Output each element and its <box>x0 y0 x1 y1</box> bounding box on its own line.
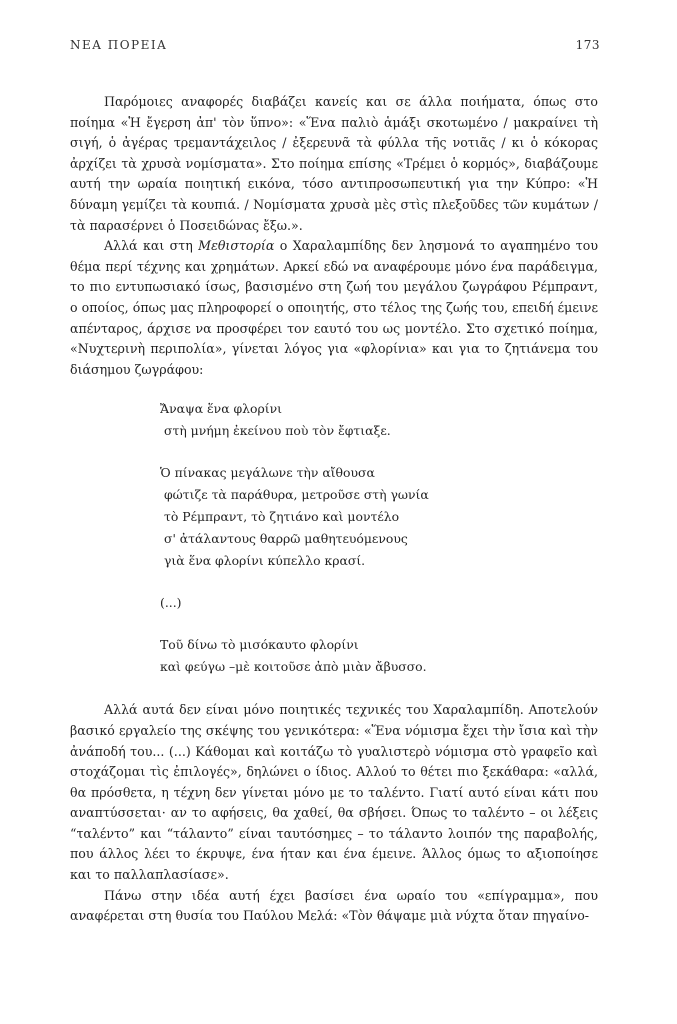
omission-marker: (...) <box>160 595 182 611</box>
poem-omission <box>160 592 598 614</box>
poem-stanza-2 <box>160 462 598 572</box>
poem-line: γιὰ ἕνα φλορίνι κύπελλο κρασί. <box>164 553 366 569</box>
poem-line: Τοῦ δίνω τὸ μισόκαυτο φλορίνι <box>160 637 359 653</box>
poem-line: στὴ μνήμη ἐκείνου ποὺ τὸν ἔφτιαξε. <box>164 423 391 439</box>
poem-line: φώτιζε τὰ παράθυρα, μετροῦσε στὴ γωνία <box>164 487 429 503</box>
book-title-methistoria: Μεθιστορία <box>198 238 275 254</box>
running-header <box>70 38 600 58</box>
poem-line: καὶ φεύγω –μὲ κοιτοῦσε ἀπὸ μιὰν ἄβυσσο. <box>160 659 427 675</box>
poem-line: Ἄναψα ἕνα φλορίνι <box>160 401 283 417</box>
paragraph-2-rest: ο Χαραλαμπίδης δεν λησμονά το αγαπημένο του θέμα περί τέχνης και χρημάτων. Αρκεί εδώ να αναφέρουμε μόνο ένα παράδειγμα, το πιο εντυπωσιακό ίσως, βασισμένο στη ζωή του μεγάλου ζωγράφου Ρέμπραντ, ο οποίος, όπως μας πληροφορεί ο οποιητής, στο τέλος της ζωής του, επειδή έμεινε απένταρος, άρχισε να προσφέρει τον εαυτό του ως μοντέλο. Στο σχετικό ποίημα, «Νυχτερινὴ περιπολία», γίνεται λόγος για «φλορίνια» και για το ζητιάνεμα του διάσημου ζωγράφου: <box>70 238 598 377</box>
body-text <box>70 92 598 927</box>
poem-stanza-3 <box>160 634 598 678</box>
poem-line: τὸ Ρέμπραντ, τὸ ζητιάνο καὶ μοντέλο <box>164 509 400 525</box>
journal-title: ΝΕΑ ΠΟΡΕΙΑ <box>70 38 168 52</box>
paragraph-2-start: Αλλά και στη <box>104 238 199 254</box>
page-number: 173 <box>575 38 600 52</box>
poem-line: Ὁ πίνακας μεγάλωνε τὴν αἴθουσα <box>160 465 375 481</box>
paragraph-3: Αλλά αυτά δεν είναι μόνο ποιητικές τεχνικές του Χαραλαμπίδη. Αποτελούν βασικό εργαλείο της σκέψης του γενικότερα: «Ἕνα νόμισμα ἔχει τὴν ἴσια καὶ τὴν ἀνάποδή του... (...) Κάθομαι καὶ κοιτάζω τὸ γυαλιστερὸ νόμισμα στὸ γραφεῖο καὶ στοχάζομαι τὶς ἐπιλογές», δηλώνει ο ίδιος. Αλλού το θέτει πιο ξεκάθαρα: «αλλά, θα πρόσθετα, η τέχνη δεν γίνεται μόνο με το ταλέντο. Γιατί αυτό είναι κάτι που αναπτύσσεται· αν το αφήσεις, θα χαθεί, θα σβήσει. Όπως το ταλέντο – οι λέξεις “ταλέντο” και “τάλαντο” είναι ταυτόσημες – το τάλαντο λοιπόν της παραβολής, που άλλος λέει το έκρυψε, ένα ήταν και ένα έμεινε. Άλλος όμως το αξιοποίησε και το παλλαπλασίασε». <box>70 702 598 883</box>
poem-quotation <box>160 398 598 678</box>
paragraph-4: Πάνω στην ιδέα αυτή έχει βασίσει ένα ωραίο του «επίγραμμα», που αναφέρεται στη θυσία του Παύλου Μελά: «Τὸν θάψαμε μιὰ νύχτα ὅταν πηγαίνο- <box>70 887 598 924</box>
paragraph-2 <box>70 236 598 380</box>
paragraph-1: Παρόμοιες αναφορές διαβάζει κανείς και σε άλλα ποιήματα, όπως στο ποίημα «Ἡ ἔγερση ἀπ' τὸν ὕπνο»: «Ἕνα παλιὸ ἁμάξι σκοτωμένο / μακραίνει τὴ σιγή, ὁ ἀγέρας τρεμαντάχειλος / ἐξερευνᾶ τὰ φύλλα τῆς νοτιᾶς / κι ὁ κόκορας ἀρχίζει τὰ χρυσὰ νομίσματα». Στο ποίημα επίσης «Τρέμει ὁ κορμός», διαβάζουμε αυτή την ωραία ποιητική εικόνα, τόσο αντιπροσωπευτική για την Κύπρο: «Ἡ δύναμη γεμίζει τὰ κουπιά. / Νομίσματα χρυσὰ μὲς στὶς πλεξοῦδες τῶν κυμάτων / τὰ παρασέρνει ὁ Ποσειδώνας ἔξω.». <box>70 94 598 233</box>
poem-line: σ' ἀτάλαντους θαρρῶ μαθητευόμενους <box>164 531 408 547</box>
poem-stanza-1 <box>160 398 598 442</box>
